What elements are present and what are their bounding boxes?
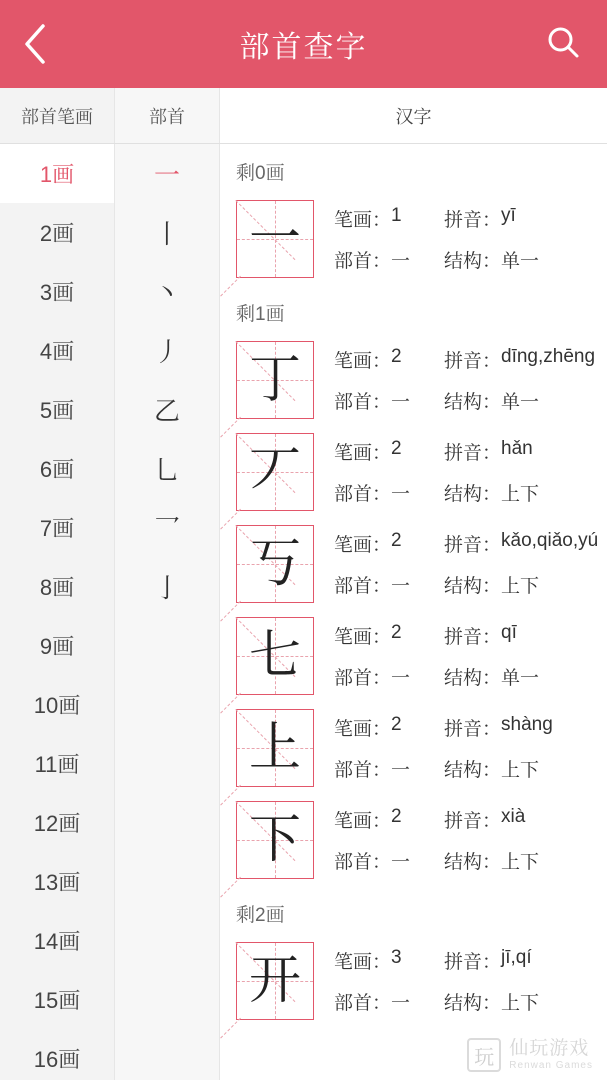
radical-label: 部首： (334, 993, 392, 1014)
radical-cell (334, 663, 444, 690)
stroke-count-item[interactable]: 7画 (39, 516, 75, 541)
content-body (0, 144, 607, 1080)
structure-label: 结构： (444, 760, 502, 781)
character-results-list[interactable] (220, 144, 607, 1080)
column-header-strokes: 部首笔画 (0, 88, 115, 143)
pinyin-value: qī (501, 622, 517, 643)
character-glyph: 一 (248, 209, 301, 269)
stroke-count-item[interactable]: 16画 (33, 1047, 81, 1072)
character-info-line (334, 988, 607, 1015)
radical-value: 一 (391, 251, 411, 272)
stroke-count-item[interactable]: 8画 (39, 575, 75, 600)
stroke-count-value: 3 (391, 947, 402, 968)
stroke-count-cell (334, 346, 444, 373)
column-header-radicals: 部首 (115, 88, 220, 143)
character-glyph: 七 (248, 626, 301, 686)
radical-value: 一 (391, 576, 411, 597)
stroke-count-item[interactable]: 15画 (33, 988, 81, 1013)
character-info-line (334, 530, 607, 557)
radical-item[interactable]: 乙 (153, 397, 180, 427)
character-info (314, 438, 607, 506)
result-group-title: 剩0画 (236, 163, 285, 184)
radical-cell (334, 847, 444, 874)
radical-cell (334, 571, 444, 598)
structure-value: 上下 (501, 484, 540, 505)
pinyin-value: shàng (501, 714, 553, 735)
pinyin-cell (444, 346, 595, 373)
stroke-count-value: 2 (391, 622, 402, 643)
stroke-count-value: 2 (391, 438, 402, 459)
structure-label: 结构： (444, 392, 502, 413)
structure-cell (444, 988, 539, 1015)
radical-value: 一 (391, 392, 411, 413)
stroke-count-value: 2 (391, 714, 402, 735)
stroke-count-item[interactable]: 13画 (33, 870, 81, 895)
pinyin-value: jī,qí (501, 947, 532, 968)
radical-cell (334, 387, 444, 414)
character-grid-box (236, 341, 314, 419)
character-info-line (334, 847, 607, 874)
structure-label: 结构： (444, 576, 502, 597)
structure-value: 单一 (501, 251, 540, 272)
search-icon (546, 25, 580, 64)
character-grid-box (236, 200, 314, 278)
character-row[interactable] (220, 334, 607, 426)
stroke-count-item[interactable]: 9画 (39, 634, 75, 659)
result-group-title: 剩1画 (236, 304, 285, 325)
search-button[interactable] (541, 22, 585, 66)
watermark-logo-icon: 玩 (467, 1038, 501, 1072)
stroke-count-item[interactable]: 2画 (39, 221, 75, 246)
stroke-count-item[interactable]: 3画 (39, 280, 75, 305)
character-info (314, 806, 607, 874)
radical-label: 部首： (334, 576, 392, 597)
pinyin-value: dīng,zhēng (501, 346, 596, 367)
radical-cell (334, 246, 444, 273)
structure-value: 上下 (501, 576, 540, 597)
pinyin-value: kǎo,qiǎo,yú (501, 530, 599, 551)
column-header-bar (0, 88, 607, 144)
structure-label: 结构： (444, 484, 502, 505)
radical-label: 部首： (334, 392, 392, 413)
app-header (0, 0, 607, 88)
radical-item[interactable]: 丶 (153, 279, 180, 309)
character-info-line (334, 479, 607, 506)
structure-cell (444, 571, 539, 598)
structure-cell (444, 246, 539, 273)
character-grid-box (236, 709, 314, 787)
character-grid-box (236, 801, 314, 879)
stroke-count-label: 笔画： (334, 952, 392, 973)
structure-cell (444, 479, 539, 506)
structure-value: 上下 (501, 852, 540, 873)
character-info (314, 947, 607, 1015)
watermark (467, 1038, 593, 1072)
character-info (314, 530, 607, 598)
character-glyph: 开 (248, 951, 301, 1011)
radical-value: 一 (391, 484, 411, 505)
pinyin-label: 拼音： (444, 952, 502, 973)
radical-item[interactable]: 一 (153, 161, 180, 191)
stroke-count-item[interactable]: 6画 (39, 457, 75, 482)
watermark-cn: 仙玩游戏 (509, 1038, 590, 1060)
character-row[interactable] (220, 794, 607, 886)
pinyin-cell (444, 714, 553, 741)
stroke-count-value: 2 (391, 806, 402, 827)
structure-cell (444, 387, 539, 414)
radical-cell (334, 479, 444, 506)
pinyin-value: yī (501, 205, 516, 226)
character-info (314, 346, 607, 414)
stroke-count-label: 笔画： (334, 627, 392, 648)
character-info (314, 714, 607, 782)
column-header-characters: 汉字 (220, 88, 607, 143)
back-button[interactable] (22, 22, 62, 66)
character-info-line (334, 663, 607, 690)
radical-item[interactable]: 乛 (153, 515, 180, 545)
radical-label: 部首： (334, 484, 392, 505)
radical-value: 一 (391, 668, 411, 689)
pinyin-label: 拼音： (444, 719, 502, 740)
pinyin-cell (444, 947, 532, 974)
character-row[interactable] (220, 426, 607, 518)
stroke-count-label: 笔画： (334, 719, 392, 740)
structure-cell (444, 663, 539, 690)
radical-cell (334, 988, 444, 1015)
stroke-count-cell (334, 714, 444, 741)
radical-item[interactable]: 丨 (153, 220, 180, 250)
character-info-line (334, 346, 607, 373)
radical-list[interactable] (115, 144, 220, 1080)
radical-value: 一 (391, 993, 411, 1014)
character-info-line (334, 438, 607, 465)
structure-cell (444, 847, 539, 874)
character-grid-box (236, 525, 314, 603)
watermark-text (509, 1038, 593, 1071)
pinyin-value: hǎn (501, 438, 533, 459)
stroke-count-label: 笔画： (334, 535, 392, 556)
character-info-line (334, 622, 607, 649)
structure-label: 结构： (444, 993, 502, 1014)
stroke-count-item[interactable]: 5画 (39, 398, 75, 423)
radical-item[interactable]: 亅 (153, 574, 180, 604)
pinyin-label: 拼音： (444, 535, 502, 556)
pinyin-label: 拼音： (444, 443, 502, 464)
character-row[interactable] (220, 518, 607, 610)
character-grid-box (236, 942, 314, 1020)
radical-label: 部首： (334, 251, 392, 272)
character-info-line (334, 947, 607, 974)
pinyin-label: 拼音： (444, 627, 502, 648)
structure-value: 单一 (501, 668, 540, 689)
structure-value: 单一 (501, 392, 540, 413)
pinyin-cell (444, 622, 517, 649)
stroke-count-item[interactable]: 1画 (0, 144, 114, 203)
structure-value: 上下 (501, 993, 540, 1014)
character-glyph: 上 (248, 718, 301, 778)
character-row[interactable] (220, 193, 607, 285)
result-group-title: 剩2画 (236, 905, 285, 926)
character-info-line (334, 571, 607, 598)
chevron-left-icon (22, 23, 48, 65)
character-info (314, 205, 607, 273)
character-info-line (334, 387, 607, 414)
stroke-count-item[interactable]: 4画 (39, 339, 75, 364)
character-info-line (334, 205, 607, 232)
stroke-count-value: 1 (391, 205, 402, 226)
stroke-count-cell (334, 205, 444, 232)
pinyin-cell (444, 806, 525, 833)
structure-label: 结构： (444, 852, 502, 873)
character-grid-box (236, 617, 314, 695)
stroke-count-label: 笔画： (334, 443, 392, 464)
character-row[interactable] (220, 610, 607, 702)
pinyin-cell (444, 438, 533, 465)
character-info-line (334, 755, 607, 782)
stroke-count-list[interactable] (0, 144, 115, 1080)
stroke-count-value: 2 (391, 530, 402, 551)
stroke-count-cell (334, 806, 444, 833)
stroke-count-label: 笔画： (334, 210, 392, 231)
radical-label: 部首： (334, 668, 392, 689)
stroke-count-item[interactable]: 12画 (33, 811, 81, 836)
stroke-count-cell (334, 438, 444, 465)
page-title: 部首查字 (239, 31, 368, 64)
stroke-count-label: 笔画： (334, 351, 392, 372)
radical-label: 部首： (334, 760, 392, 781)
stroke-count-cell (334, 947, 444, 974)
stroke-count-cell (334, 530, 444, 557)
pinyin-value: xià (501, 806, 526, 827)
radical-label: 部首： (334, 852, 392, 873)
structure-label: 结构： (444, 251, 502, 272)
pinyin-cell (444, 530, 598, 557)
stroke-count-item[interactable]: 14画 (33, 929, 81, 954)
character-info (314, 622, 607, 690)
character-row[interactable] (220, 935, 607, 1027)
radical-value: 一 (391, 852, 411, 873)
watermark-en: Renwan Games (509, 1060, 593, 1072)
pinyin-cell (444, 205, 516, 232)
radical-value: 一 (391, 760, 411, 781)
pinyin-label: 拼音： (444, 351, 502, 372)
radical-item[interactable]: 乚 (153, 456, 180, 486)
character-glyph: 丁 (248, 350, 301, 410)
structure-cell (444, 755, 539, 782)
stroke-count-label: 笔画： (334, 811, 392, 832)
stroke-count-value: 2 (391, 346, 402, 367)
structure-label: 结构： (444, 668, 502, 689)
stroke-count-item[interactable]: 10画 (33, 693, 81, 718)
character-grid-box (236, 433, 314, 511)
structure-value: 上下 (501, 760, 540, 781)
pinyin-label: 拼音： (444, 210, 502, 231)
pinyin-label: 拼音： (444, 811, 502, 832)
stroke-count-item[interactable]: 11画 (34, 752, 80, 777)
character-row[interactable] (220, 702, 607, 794)
radical-item[interactable]: 丿 (153, 338, 180, 368)
stroke-count-cell (334, 622, 444, 649)
character-info-line (334, 806, 607, 833)
character-glyph: 丆 (248, 442, 301, 502)
radical-cell (334, 755, 444, 782)
character-info-line (334, 714, 607, 741)
character-glyph: 下 (248, 810, 301, 870)
character-info-line (334, 246, 607, 273)
character-glyph: 丂 (248, 534, 301, 594)
